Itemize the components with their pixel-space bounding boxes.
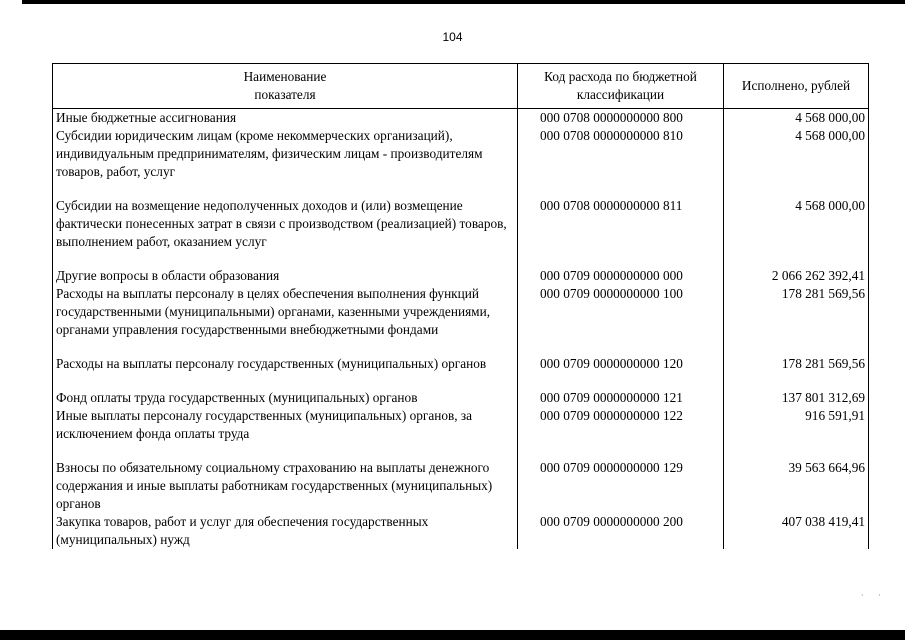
header-name-line1: Наименование: [243, 69, 327, 84]
table-row: [53, 355, 869, 373]
expenditure-table: [52, 63, 869, 549]
table-row: [53, 513, 869, 549]
table-row: [53, 407, 869, 443]
header-code-line1: Код расхода по бюджетной: [544, 69, 697, 84]
row-spacer: [53, 181, 869, 197]
header-code-line2: классификации: [576, 87, 665, 102]
table-row: [53, 197, 869, 251]
row-code: 000 0709 0000000000 000: [518, 267, 724, 285]
row-name: Взносы по обязательному социальному страхованию на выплаты денежного содержания и иные выплаты работникам государственных (муниципальных) органов: [53, 459, 518, 513]
row-name: Иные выплаты персоналу государственных (муниципальных) органов, за исключением фонда оплаты труда: [53, 407, 518, 443]
row-spacer: [53, 373, 869, 389]
row-name: Закупка товаров, работ и услуг для обеспечения государственных (муниципальных) нужд: [53, 513, 518, 549]
row-name: Расходы на выплаты персоналу государственных (муниципальных) органов: [53, 355, 518, 373]
row-name: Фонд оплаты труда государственных (муниципальных) органов: [53, 389, 518, 407]
table-row: [53, 109, 869, 128]
row-code: 000 0708 0000000000 811: [518, 197, 724, 251]
row-code: 000 0709 0000000000 129: [518, 459, 724, 513]
row-spacer: [53, 339, 869, 355]
row-code: 000 0709 0000000000 100: [518, 285, 724, 339]
row-amount: 2 066 262 392,41: [724, 267, 869, 285]
row-name: Субсидии на возмещение недополученных доходов и (или) возмещение фактически понесенных затрат в связи с производством (реализацией) товаров, выполнением работ, оказанием услуг: [53, 197, 518, 251]
row-amount: 137 801 312,69: [724, 389, 869, 407]
scan-specks: · ·: [860, 590, 887, 600]
row-spacer: [53, 251, 869, 267]
row-spacer: [53, 443, 869, 459]
row-code: 000 0709 0000000000 120: [518, 355, 724, 373]
row-code: 000 0708 0000000000 800: [518, 109, 724, 128]
header-name-line2: показателя: [254, 87, 316, 102]
row-amount: 4 568 000,00: [724, 109, 869, 128]
page-number: 104: [442, 30, 463, 44]
row-code: 000 0709 0000000000 200: [518, 513, 724, 549]
row-name: Другие вопросы в области образования: [53, 267, 518, 285]
table-header-row: [53, 64, 869, 109]
table-row: [53, 267, 869, 285]
row-amount: 4 568 000,00: [724, 127, 869, 181]
row-amount: 4 568 000,00: [724, 197, 869, 251]
row-name: Иные бюджетные ассигнования: [53, 109, 518, 128]
header-code: [518, 64, 724, 109]
table-row: [53, 127, 869, 181]
row-amount: 178 281 569,56: [724, 355, 869, 373]
row-amount: 916 591,91: [724, 407, 869, 443]
header-amount: Исполнено, рублей: [724, 64, 869, 109]
row-amount: 407 038 419,41: [724, 513, 869, 549]
row-name: Субсидии юридическим лицам (кроме некоммерческих организаций), индивидуальным предпринимателям, физическим лицам - производителям товаров, работ, услуг: [53, 127, 518, 181]
header-name: [53, 64, 518, 109]
row-name: Расходы на выплаты персоналу в целях обеспечения выполнения функций государственными (муниципальными) органами, казенными учреждениями, органами управления государственными внебюджетными фондами: [53, 285, 518, 339]
scan-edge-top: [22, 0, 905, 4]
row-amount: 39 563 664,96: [724, 459, 869, 513]
row-code: 000 0709 0000000000 122: [518, 407, 724, 443]
table-row: [53, 285, 869, 339]
table-row: [53, 389, 869, 407]
table-row: [53, 459, 869, 513]
row-code: 000 0709 0000000000 121: [518, 389, 724, 407]
row-amount: 178 281 569,56: [724, 285, 869, 339]
row-code: 000 0708 0000000000 810: [518, 127, 724, 181]
scan-edge-bottom: [0, 630, 905, 640]
